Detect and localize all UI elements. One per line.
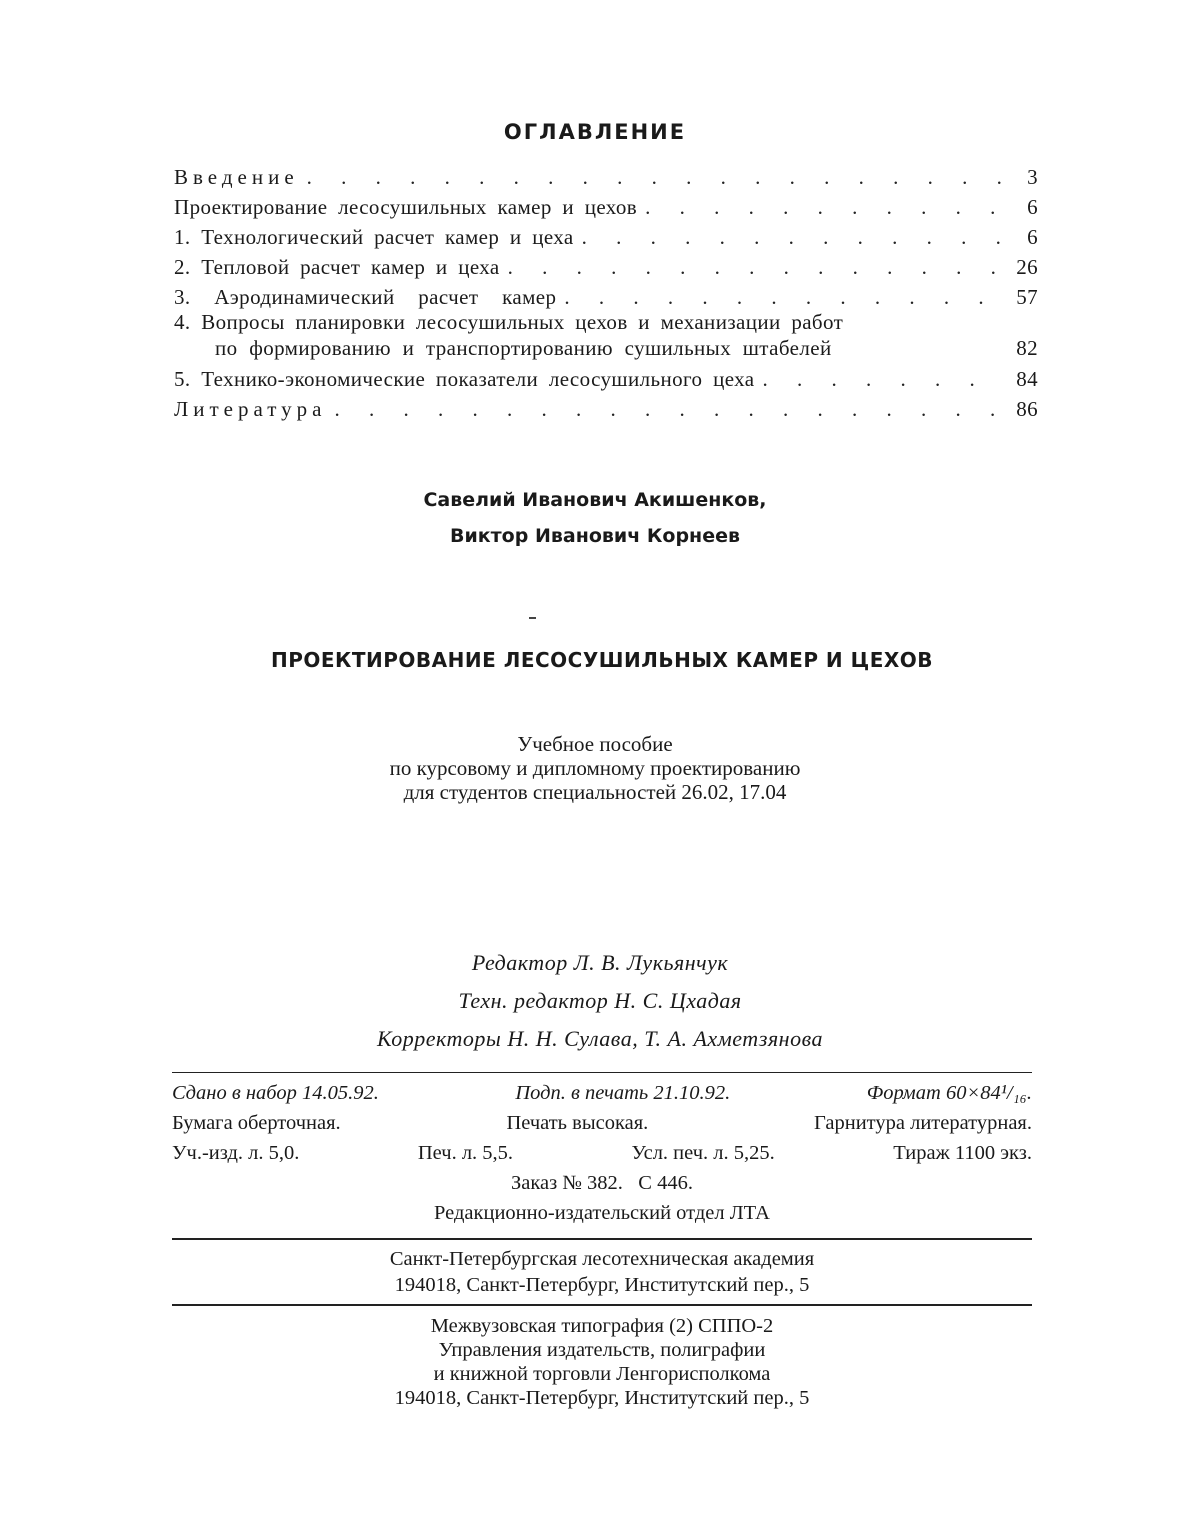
toc-item-page: 6 bbox=[1027, 195, 1038, 219]
imprint-field: Подп. в печать 21.10.92. bbox=[515, 1082, 731, 1104]
toc-item-page: 84 bbox=[1016, 367, 1038, 391]
toc-item-label: 4. Вопросы планировки лесосушильных цехов и механизации работ bbox=[174, 310, 844, 334]
imprint-field: Бумага оберточная. bbox=[172, 1112, 341, 1134]
book-subtitle bbox=[0, 732, 1190, 804]
imprint-row bbox=[172, 1082, 1032, 1112]
toc-title: ОГЛАВЛЕНИЕ bbox=[503, 120, 687, 144]
subtitle-line: Учебное пособие bbox=[517, 732, 673, 756]
imprint-row bbox=[172, 1112, 1032, 1142]
subtitle-line: по курсовому и дипломному проектированию bbox=[389, 756, 801, 780]
editor-line: Техн. редактор Н. С. Цхадая bbox=[458, 988, 742, 1013]
address-line: Межвузовская типография (2) СППО-2 bbox=[430, 1315, 774, 1337]
toc-item-page: 6 bbox=[1027, 225, 1038, 249]
toc-item-page: 26 bbox=[1016, 255, 1038, 279]
toc-item bbox=[174, 392, 1038, 422]
book-title: ПРОЕКТИРОВАНИЕ ЛЕСОСУШИЛЬНЫХ КАМЕР И ЦЕХОВ bbox=[270, 648, 934, 672]
address-line: Управления издательств, полиграфии bbox=[438, 1339, 766, 1361]
toc-item-page: 57 bbox=[1016, 285, 1038, 309]
divider bbox=[172, 1304, 1032, 1306]
toc-item-label: 2. Тепловой расчет камер и цеха bbox=[174, 255, 500, 279]
toc-item bbox=[174, 310, 1038, 362]
print-mark bbox=[529, 617, 536, 619]
toc-item-label: Литература bbox=[174, 397, 327, 421]
printing-house-address bbox=[172, 1314, 1032, 1410]
imprint-field: Формат 60×84¹/₁₆. bbox=[866, 1082, 1032, 1104]
address-line: и книжной торговли Ленгорисполкома bbox=[433, 1363, 771, 1385]
address-line: 194018, Санкт-Петербург, Институтский пер., 5 bbox=[394, 1387, 810, 1409]
divider bbox=[172, 1238, 1032, 1240]
toc-leader-dots bbox=[334, 397, 1002, 422]
toc-item bbox=[174, 362, 1038, 392]
authors bbox=[0, 482, 1190, 554]
imprint-field: Гарнитура литературная. bbox=[814, 1112, 1032, 1134]
toc-item-label-continued: по формированию и транспортированию сушильных штабелей bbox=[215, 336, 832, 360]
toc-leader-dots bbox=[307, 165, 1002, 190]
imprint-row bbox=[172, 1142, 1032, 1172]
order-number: Заказ № 382. С 446. bbox=[511, 1172, 693, 1194]
imprint-field: Тираж 1100 экз. bbox=[893, 1142, 1032, 1164]
toc-item-page: 86 bbox=[1016, 397, 1038, 421]
author-name: Виктор Иванович Корнеев bbox=[449, 525, 740, 547]
publishing-dept: Редакционно-издательский отдел ЛТА bbox=[434, 1202, 770, 1224]
toc-leader-dots bbox=[645, 195, 1002, 220]
imprint-field: Печ. л. 5,5. bbox=[417, 1142, 514, 1164]
editor-line: Корректоры Н. Н. Сулава, Т. А. Ахметзянова bbox=[377, 1026, 823, 1051]
toc-item bbox=[174, 190, 1038, 220]
toc-item-page: 3 bbox=[1027, 165, 1038, 189]
toc-leader-dots bbox=[564, 285, 1002, 310]
toc-item-label: 1. Технологический расчет камер и цеха bbox=[174, 225, 574, 249]
editors bbox=[0, 944, 1190, 1058]
author-name: Савелий Иванович Акишенков, bbox=[423, 489, 767, 511]
toc-item-label: Введение bbox=[174, 165, 299, 189]
imprint-field: Печать высокая. bbox=[506, 1112, 649, 1134]
table-of-contents bbox=[174, 160, 1038, 422]
academy-address bbox=[172, 1246, 1032, 1298]
imprint-block bbox=[172, 1082, 1032, 1232]
toc-item-label: Проектирование лесосушильных камер и цехов bbox=[174, 195, 638, 219]
toc-item bbox=[174, 220, 1038, 250]
toc-leader-dots bbox=[763, 367, 1003, 392]
address-line: 194018, Санкт-Петербург, Институтский пер., 5 bbox=[394, 1274, 810, 1296]
imprint-field: Уч.-изд. л. 5,0. bbox=[172, 1142, 300, 1164]
toc-item-label: 5. Технико-экономические показатели лесосушильного цеха bbox=[174, 367, 755, 391]
toc-item bbox=[174, 160, 1038, 190]
toc-item-label: 3. Аэродинамический расчет камер bbox=[174, 285, 557, 309]
imprint-field: Сдано в набор 14.05.92. bbox=[172, 1082, 379, 1104]
imprint-field: Усл. печ. л. 5,25. bbox=[631, 1142, 775, 1164]
toc-item-page: 82 bbox=[1016, 336, 1038, 360]
toc-item bbox=[174, 280, 1038, 310]
editor-line: Редактор Л. В. Лукьянчук bbox=[471, 950, 729, 975]
subtitle-line: для студентов специальностей 26.02, 17.04 bbox=[403, 780, 787, 804]
toc-item bbox=[174, 250, 1038, 280]
toc-leader-dots bbox=[508, 255, 1002, 280]
toc-leader-dots bbox=[582, 225, 1002, 250]
address-line: Санкт-Петербургская лесотехническая академия bbox=[389, 1248, 815, 1270]
divider bbox=[172, 1072, 1032, 1073]
